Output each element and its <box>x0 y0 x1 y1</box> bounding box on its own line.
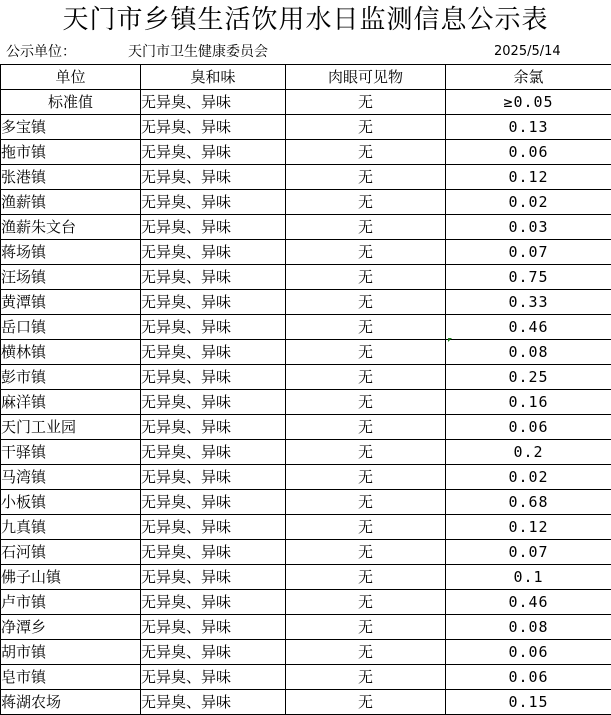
cell-odor[interactable]: 无异臭、异味 <box>141 590 286 615</box>
table-row <box>1 390 611 415</box>
cell-visible[interactable]: 无 <box>286 365 446 390</box>
header-row <box>1 65 611 90</box>
cell-chlorine[interactable]: 0.33 <box>446 290 611 315</box>
cell-unit[interactable]: 石河镇 <box>1 540 141 565</box>
table-row <box>1 190 611 215</box>
cell-unit[interactable]: 卢市镇 <box>1 590 141 615</box>
cell-unit[interactable]: 干驿镇 <box>1 440 141 465</box>
table-row <box>1 690 611 715</box>
cell-unit[interactable]: 岳口镇 <box>1 315 141 340</box>
cell-odor[interactable]: 无异臭、异味 <box>141 190 286 215</box>
cell-odor[interactable]: 无异臭、异味 <box>141 615 286 640</box>
cell-visible[interactable]: 无 <box>286 690 446 715</box>
cell-unit[interactable]: 蒋场镇 <box>1 240 141 265</box>
cell-chlorine[interactable]: 0.16 <box>446 390 611 415</box>
cell-odor[interactable]: 无异臭、异味 <box>141 340 286 365</box>
page-title: 天门市乡镇生活饮用水日监测信息公示表 <box>0 0 611 40</box>
standard-chlorine[interactable]: ≥0.05 <box>446 90 611 115</box>
table-row <box>1 540 611 565</box>
cell-chlorine[interactable]: 0.2 <box>446 440 611 465</box>
cell-visible[interactable]: 无 <box>286 515 446 540</box>
cell-odor[interactable]: 无异臭、异味 <box>141 665 286 690</box>
table-row <box>1 440 611 465</box>
cell-odor[interactable]: 无异臭、异味 <box>141 290 286 315</box>
cell-unit[interactable]: 净潭乡 <box>1 615 141 640</box>
cell-chlorine[interactable]: 0.68 <box>446 490 611 515</box>
cell-visible[interactable]: 无 <box>286 340 446 365</box>
cell-odor[interactable]: 无异臭、异味 <box>141 265 286 290</box>
table-row <box>1 290 611 315</box>
header-visible-matter[interactable]: 肉眼可见物 <box>286 65 446 90</box>
cell-odor[interactable]: 无异臭、异味 <box>141 515 286 540</box>
cell-unit[interactable]: 蒋湖农场 <box>1 690 141 715</box>
cell-visible[interactable]: 无 <box>286 165 446 190</box>
cell-odor[interactable]: 无异臭、异味 <box>141 415 286 440</box>
cell-unit[interactable]: 渔薪朱文台 <box>1 215 141 240</box>
table-row <box>1 665 611 690</box>
cell-visible[interactable]: 无 <box>286 565 446 590</box>
cell-unit[interactable]: 汪场镇 <box>1 265 141 290</box>
table-row <box>1 340 611 365</box>
cell-odor[interactable]: 无异臭、异味 <box>141 565 286 590</box>
cell-chlorine[interactable]: 0.06 <box>446 415 611 440</box>
cell-chlorine[interactable]: 0.46 <box>446 590 611 615</box>
cell-unit[interactable]: 渔薪镇 <box>1 190 141 215</box>
cell-unit[interactable]: 横林镇 <box>1 340 141 365</box>
cell-visible[interactable]: 无 <box>286 665 446 690</box>
cell-chlorine[interactable]: 0.03 <box>446 215 611 240</box>
standard-visible[interactable]: 无 <box>286 90 446 115</box>
cell-chlorine[interactable]: 0.06 <box>446 140 611 165</box>
cell-visible[interactable]: 无 <box>286 190 446 215</box>
cell-visible[interactable]: 无 <box>286 215 446 240</box>
cell-visible[interactable]: 无 <box>286 315 446 340</box>
cell-unit[interactable]: 彭市镇 <box>1 365 141 390</box>
cell-chlorine[interactable]: 0.07 <box>446 240 611 265</box>
cell-visible[interactable]: 无 <box>286 540 446 565</box>
cell-chlorine[interactable]: 0.15 <box>446 690 611 715</box>
table-row <box>1 615 611 640</box>
table-body <box>1 65 611 715</box>
cell-chlorine[interactable]: 0.02 <box>446 190 611 215</box>
cell-visible[interactable]: 无 <box>286 465 446 490</box>
report-date: 2025/5/14 <box>494 40 561 64</box>
cell-visible[interactable]: 无 <box>286 490 446 515</box>
table-row <box>1 515 611 540</box>
meta-row <box>0 40 611 64</box>
cell-chlorine[interactable]: 0.06 <box>446 665 611 690</box>
cell-odor[interactable]: 无异臭、异味 <box>141 640 286 665</box>
table-row <box>1 590 611 615</box>
cell-chlorine[interactable]: 0.08 <box>446 615 611 640</box>
table-row <box>1 215 611 240</box>
cell-chlorine[interactable]: 0.12 <box>446 515 611 540</box>
cell-visible[interactable]: 无 <box>286 290 446 315</box>
cell-unit[interactable]: 皂市镇 <box>1 665 141 690</box>
cell-chlorine[interactable]: 0.08 <box>446 340 611 365</box>
cell-chlorine[interactable]: 0.1 <box>446 565 611 590</box>
cell-unit[interactable]: 佛子山镇 <box>1 565 141 590</box>
cell-visible[interactable]: 无 <box>286 140 446 165</box>
publisher-name: 天门市卫生健康委员会 <box>128 40 268 64</box>
cell-odor[interactable]: 无异臭、异味 <box>141 540 286 565</box>
cell-unit[interactable]: 胡市镇 <box>1 640 141 665</box>
cell-comment-marker <box>448 338 452 342</box>
cell-visible[interactable]: 无 <box>286 615 446 640</box>
cell-odor[interactable]: 无异臭、异味 <box>141 165 286 190</box>
cell-visible[interactable]: 无 <box>286 390 446 415</box>
cell-odor[interactable]: 无异臭、异味 <box>141 140 286 165</box>
cell-visible[interactable]: 无 <box>286 265 446 290</box>
table-row <box>1 465 611 490</box>
table-row <box>1 490 611 515</box>
cell-odor[interactable]: 无异臭、异味 <box>141 690 286 715</box>
header-odor[interactable]: 臭和味 <box>141 65 286 90</box>
table-row <box>1 115 611 140</box>
cell-unit[interactable]: 多宝镇 <box>1 115 141 140</box>
cell-chlorine[interactable]: 0.75 <box>446 265 611 290</box>
cell-unit[interactable]: 小板镇 <box>1 490 141 515</box>
cell-visible[interactable]: 无 <box>286 590 446 615</box>
table-row <box>1 565 611 590</box>
cell-unit[interactable]: 黄潭镇 <box>1 290 141 315</box>
cell-odor[interactable]: 无异臭、异味 <box>141 315 286 340</box>
header-unit[interactable]: 单位 <box>1 65 141 90</box>
cell-visible[interactable]: 无 <box>286 240 446 265</box>
cell-unit[interactable]: 麻洋镇 <box>1 390 141 415</box>
cell-chlorine[interactable]: 0.13 <box>446 115 611 140</box>
cell-chlorine[interactable]: 0.25 <box>446 365 611 390</box>
standard-odor[interactable]: 无异臭、异味 <box>141 90 286 115</box>
cell-odor[interactable]: 无异臭、异味 <box>141 115 286 140</box>
monitoring-table <box>0 64 611 715</box>
cell-unit[interactable]: 马湾镇 <box>1 465 141 490</box>
header-residual-chlorine[interactable]: 余氯 <box>446 65 611 90</box>
standard-label[interactable]: 标准值 <box>1 90 141 115</box>
cell-odor[interactable]: 无异臭、异味 <box>141 240 286 265</box>
cell-odor[interactable]: 无异臭、异味 <box>141 490 286 515</box>
cell-unit[interactable]: 拖市镇 <box>1 140 141 165</box>
cell-chlorine[interactable]: 0.46 <box>446 315 611 340</box>
cell-unit[interactable]: 九真镇 <box>1 515 141 540</box>
cell-odor[interactable]: 无异臭、异味 <box>141 440 286 465</box>
standard-row <box>1 90 611 115</box>
cell-odor[interactable]: 无异臭、异味 <box>141 390 286 415</box>
table-row <box>1 165 611 190</box>
cell-odor[interactable]: 无异臭、异味 <box>141 465 286 490</box>
cell-visible[interactable]: 无 <box>286 415 446 440</box>
cell-unit[interactable]: 天门工业园 <box>1 415 141 440</box>
cell-unit[interactable]: 张港镇 <box>1 165 141 190</box>
cell-visible[interactable]: 无 <box>286 640 446 665</box>
cell-odor[interactable]: 无异臭、异味 <box>141 365 286 390</box>
cell-odor[interactable]: 无异臭、异味 <box>141 215 286 240</box>
publisher-label: 公示单位： <box>6 40 76 64</box>
cell-chlorine[interactable]: 0.02 <box>446 465 611 490</box>
table-row <box>1 315 611 340</box>
cell-chlorine[interactable]: 0.07 <box>446 540 611 565</box>
cell-chlorine[interactable]: 0.12 <box>446 165 611 190</box>
table-row <box>1 140 611 165</box>
table-row <box>1 240 611 265</box>
cell-chlorine[interactable]: 0.06 <box>446 640 611 665</box>
table-row <box>1 415 611 440</box>
table-row <box>1 365 611 390</box>
table-row <box>1 265 611 290</box>
table-row <box>1 640 611 665</box>
cell-visible[interactable]: 无 <box>286 440 446 465</box>
cell-visible[interactable]: 无 <box>286 115 446 140</box>
